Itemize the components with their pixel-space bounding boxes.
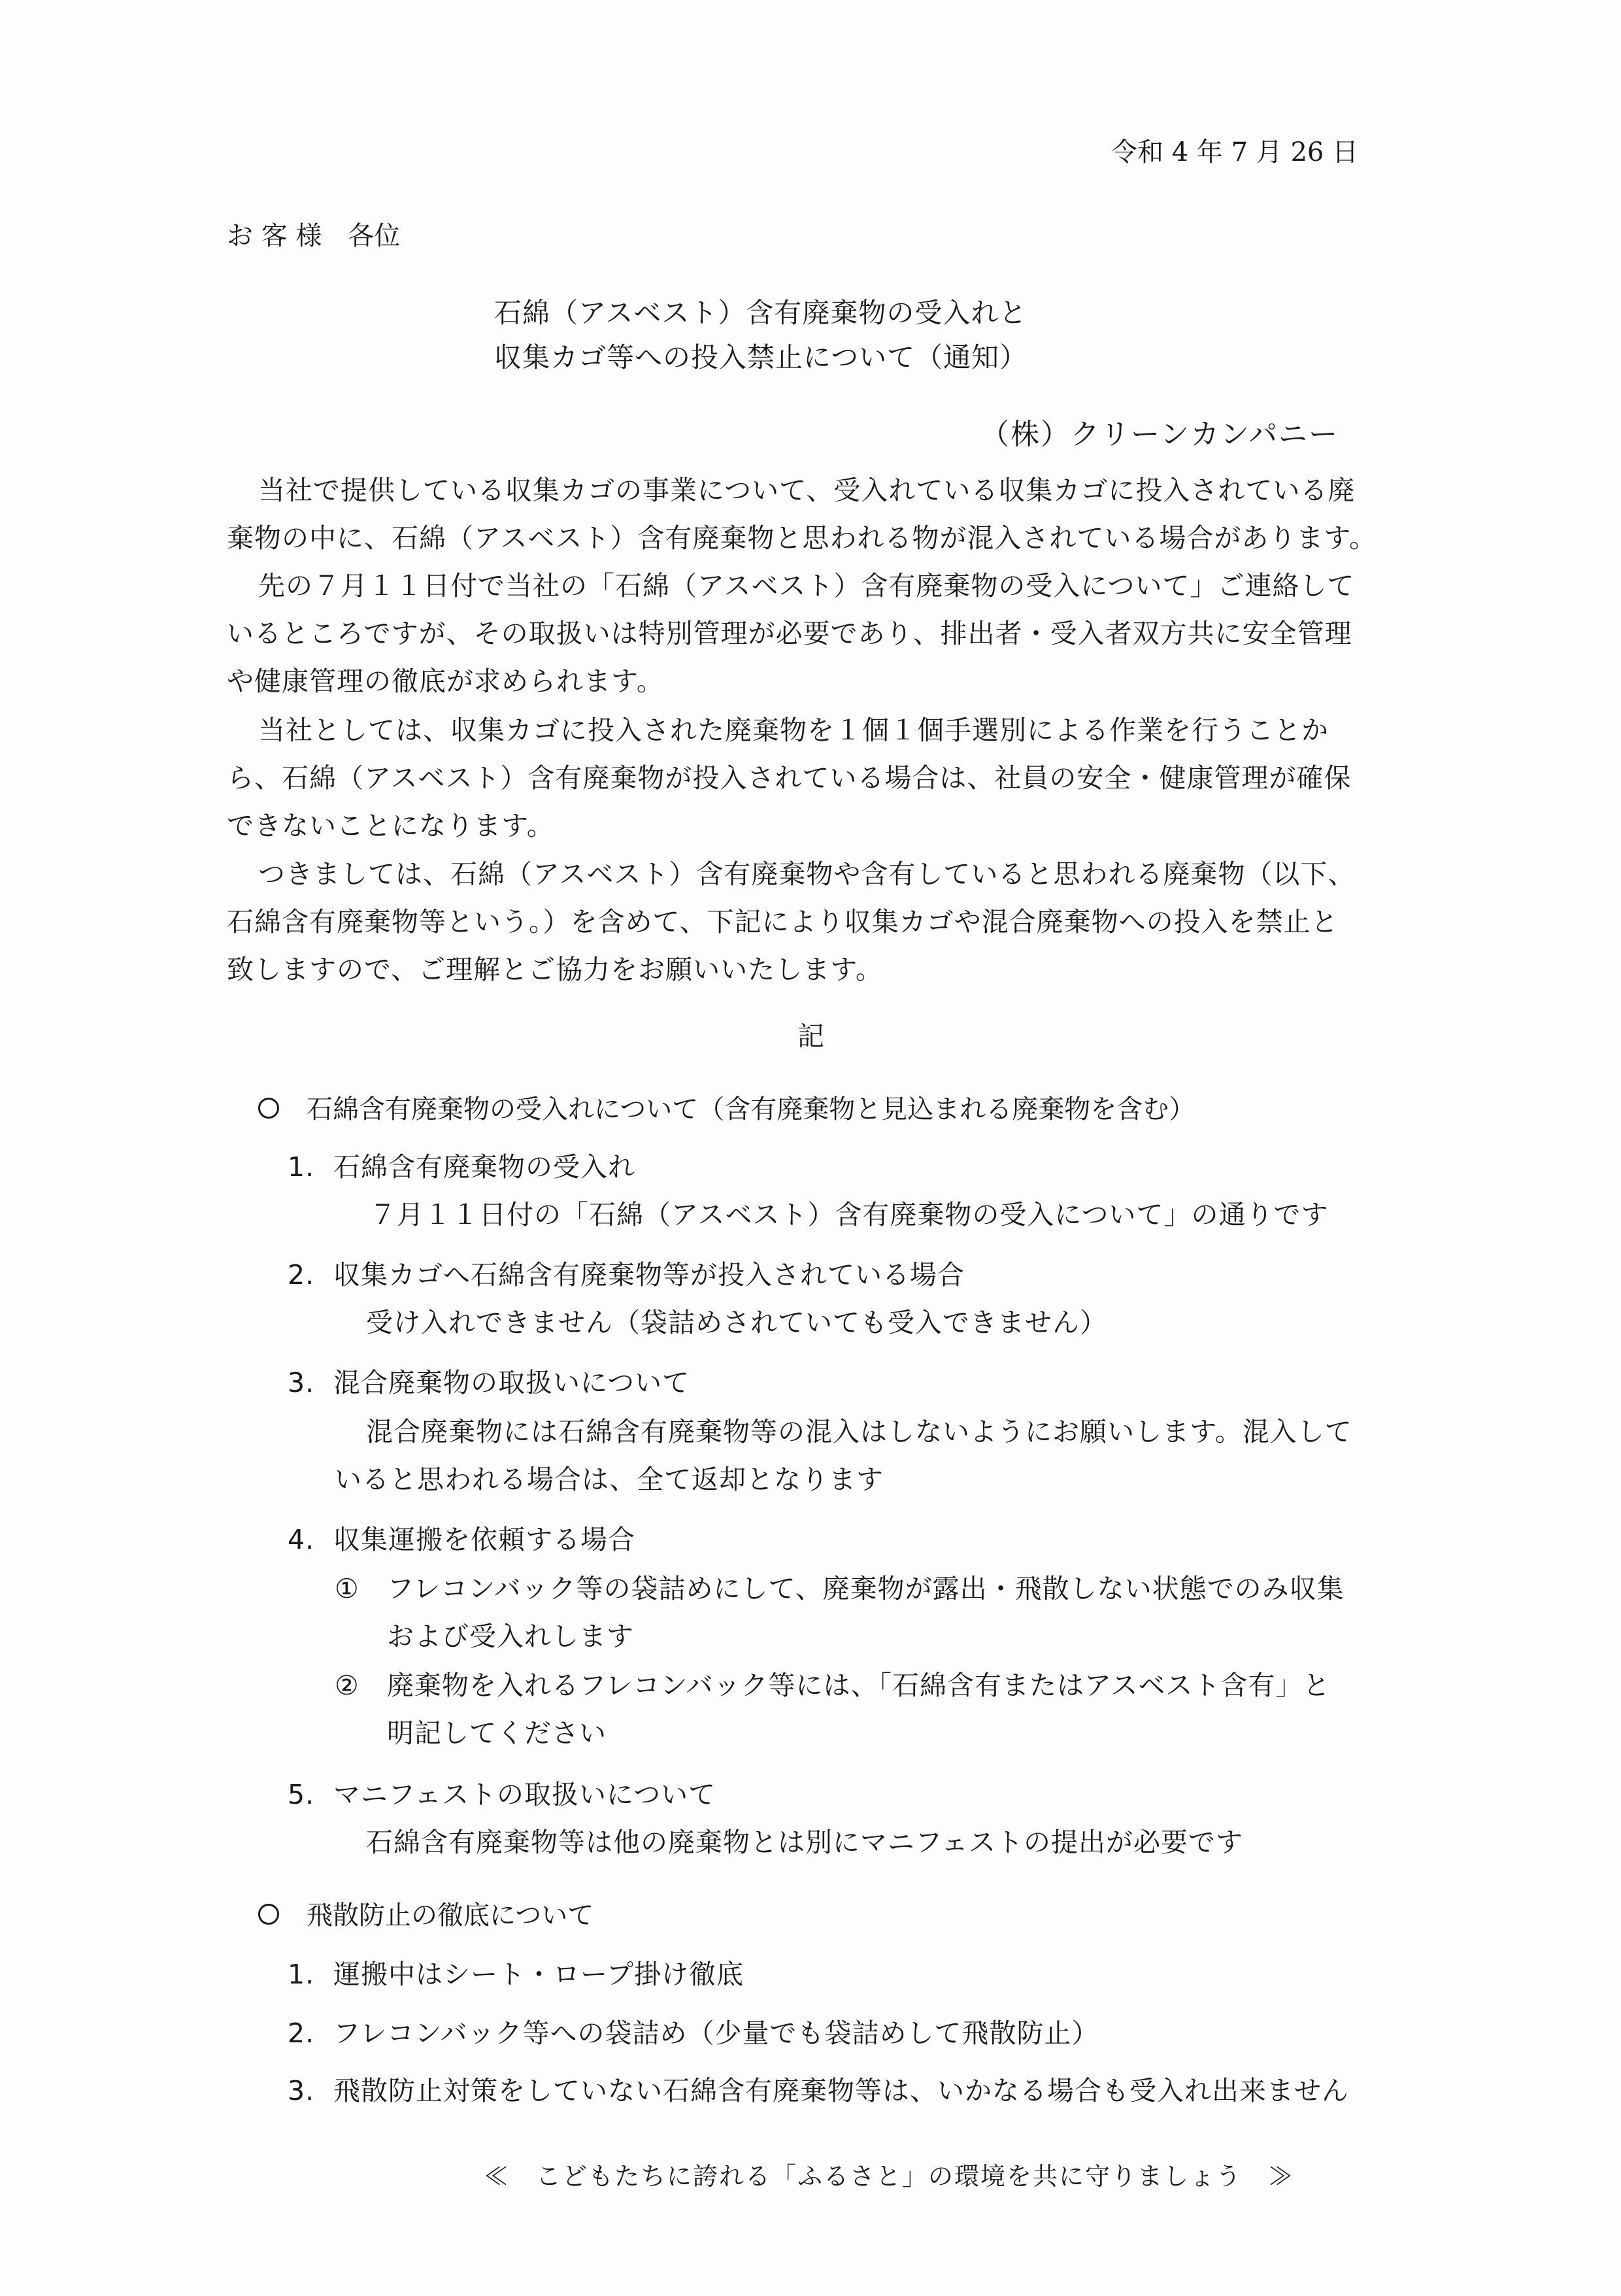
section1-item-1-detail: ７月１１日付の「石綿（アスベスト）含有廃棄物の受入について」の通りです	[369, 1199, 1329, 1230]
section1-subitem-2	[335, 1672, 1330, 1699]
section1-item-2-detail: 受け入れできません（袋詰めされていても受入できません）	[366, 1307, 1107, 1338]
section1-item-4	[288, 1524, 635, 1555]
section2-heading	[258, 1895, 593, 1932]
section1-item-5	[288, 1781, 716, 1808]
body-line: ら、石綿（アスベスト）含有廃棄物が投入されている場合は、社員の安全・健康管理が確保	[227, 762, 1352, 794]
item-number: 3.	[288, 1367, 315, 1398]
addressee: お 客 様 各位	[227, 221, 401, 251]
circled-number: ②	[335, 1670, 359, 1701]
body-line: 当社で提供している収集カゴの事業について、受入れている収集カゴに投入されている廃	[258, 475, 1356, 506]
item-label: 運搬中はシート・ロープ掛け徹底	[333, 1959, 744, 1990]
section1-item-1	[288, 1151, 635, 1183]
section1-item-3-detail2: いると思われる場合は、全て返却となります	[335, 1464, 884, 1495]
body-line: 当社としては、収集カゴに投入された廃棄物を１個１個手選別による作業を行うことか	[258, 715, 1329, 746]
item-label: 石綿含有廃棄物の受入れ	[333, 1151, 635, 1183]
circle-bullet-icon	[258, 1098, 279, 1119]
item-number: 1.	[288, 1959, 315, 1990]
section1-item-3	[288, 1367, 690, 1398]
section2-item-2	[288, 2017, 1099, 2049]
section1-heading	[258, 1089, 1195, 1126]
item-number: 2.	[288, 2017, 315, 2049]
subitem-text: フレコンバック等の袋詰めにして、廃棄物が露出・飛散しない状態でのみ収集	[387, 1573, 1345, 1604]
item-label: 収集カゴへ石綿含有廃棄物等が投入されている場合	[333, 1259, 965, 1291]
section1-item-5-detail: 石綿含有廃棄物等は他の廃棄物とは別にマニフェストの提出が必要です	[366, 1827, 1243, 1858]
footer-slogan: ≪ こどもたちに誇れる「ふるさと」の環境を共に守りましょう ≫	[484, 2162, 1295, 2191]
circled-number: ①	[335, 1573, 359, 1604]
subitem-text: 廃棄物を入れるフレコンバック等には、「石綿含有またはアスベスト含有」と	[387, 1670, 1331, 1701]
body-line: 棄物の中に、石綿（アスベスト）含有廃棄物と思われる物が混入されている場合があります。	[227, 522, 1377, 554]
section1-subitem-1-line2: および受入れします	[387, 1621, 634, 1652]
item-label: 混合廃棄物の取扱いについて	[333, 1367, 690, 1398]
body-line: 先の７月１１日付で当社の「石綿（アスベスト）含有廃棄物の受入について」ご連絡して	[258, 570, 1355, 601]
item-label: マニフェストの取扱いについて	[333, 1779, 716, 1810]
item-label: フレコンバック等への袋詰め（少量でも袋詰めして飛散防止）	[333, 2017, 1099, 2049]
section1-subitem-1	[335, 1573, 1345, 1604]
body-line: いるところですが、その取扱いは特別管理が必要であり、排出者・受入者双方共に安全管理	[227, 618, 1352, 649]
company-name: （株）クリーンカンパニー	[980, 418, 1339, 451]
item-label: 収集運搬を依頼する場合	[333, 1524, 635, 1555]
section1-item-2	[288, 1259, 965, 1291]
section2-item-3	[288, 2075, 1349, 2106]
document-date: 令和 4 年 7 月 26 日	[1111, 137, 1359, 167]
item-label: 飛散防止対策をしていない石綿含有廃棄物等は、いかなる場合も受入れ出来ません	[333, 2075, 1349, 2106]
section1-subitem-2-line2: 明記してください	[387, 1717, 607, 1749]
body-line: 石綿含有廃棄物等という。）を含めて、下記により収集カゴや混合廃棄物への投入を禁止と	[227, 906, 1339, 937]
item-number: 4.	[288, 1524, 315, 1555]
section1-item-3-detail: 混合廃棄物には石綿含有廃棄物等の混入はしないようにお願いします。混入して	[366, 1416, 1352, 1447]
document-title-line1: 石綿（アスベスト）含有廃棄物の受入れと	[494, 297, 1028, 329]
body-line: や健康管理の徹底が求められます。	[227, 666, 664, 697]
body-line: つきましては、石綿（アスベスト）含有廃棄物や含有していると思われる廃棄物（以下、	[258, 858, 1356, 890]
body-line: できないことになります。	[227, 810, 554, 841]
circle-bullet-icon	[258, 1904, 279, 1925]
item-number: 5.	[288, 1779, 315, 1810]
section2-item-1	[288, 1961, 744, 1988]
section1-heading-text: 石綿含有廃棄物の受入れについて（含有廃棄物と見込まれる廃棄物を含む）	[307, 1094, 1195, 1124]
ki-heading: 記	[797, 1021, 825, 1052]
section2-heading-text: 飛散防止の徹底について	[307, 1900, 594, 1931]
item-number: 1.	[288, 1151, 315, 1183]
item-number: 3.	[288, 2075, 315, 2106]
body-line: 致しますので、ご理解とご協力をお願いいたします。	[227, 954, 883, 985]
item-number: 2.	[288, 1259, 315, 1291]
document-title-line2: 収集カゴ等への投入禁止について（通知）	[494, 341, 1028, 373]
